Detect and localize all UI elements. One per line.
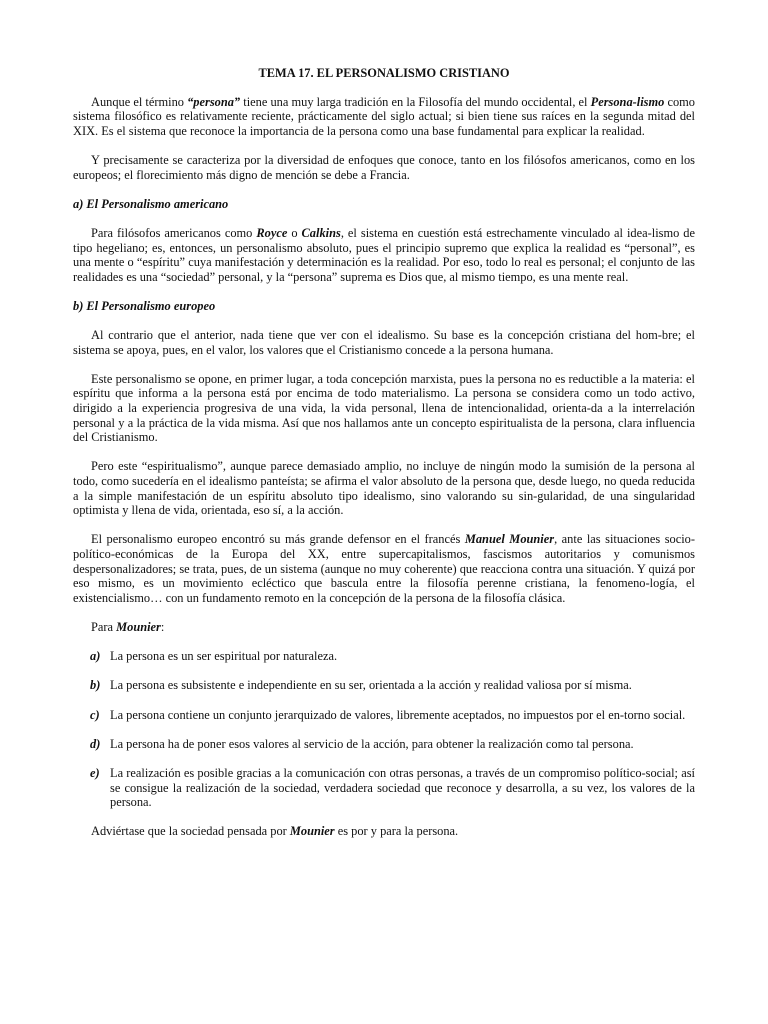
paragraph-mounier: [73, 532, 695, 605]
list-marker: e): [90, 765, 100, 780]
text-run: El personalismo europeo encontró su más grande defensor en el francés: [91, 532, 465, 547]
paragraph-para-mounier: [73, 620, 695, 635]
text-run: Adviértase que la sociedad pensada por: [91, 824, 290, 839]
list-marker: c): [90, 707, 100, 722]
text-run: como sistema filosófico es relativamente reciente, prácticamente del siglo actual; si bien tiene sus raíces en la segunda mitad del XIX. Es el sistema que reconoce la importancia de la persona como una base fundamental para explicar la realidad.: [73, 94, 695, 138]
list-item: [73, 649, 695, 664]
text-run: , el sistema en cuestión está estrechamente vinculado al idea-lismo de tipo hegeliano; es, entonces, un personalismo absoluto, pues el principio supremo que explica la realidad es “personal”, es una mente o “espíritu” cuya manifestación y determinación es la realidad. Por eso, todo lo real es personal; el conjunto de las realidades es una “sociedad” personal, y la “persona” suprema es Dios que, al mismo tiempo, es una mente real.: [73, 225, 695, 284]
list-item: [73, 737, 695, 752]
paragraph-anti-marxism: Este personalismo se opone, en primer lugar, a toda concepción marxista, pues la persona no es reductible a la materia: el espíritu que informa a la persona está por encima de todo materialismo. La persona se considera como un todo activo, dirigido a la experiencia progresiva de una vida, la vida personal, llena de intencionalidad, orienta-da a la interrelación personal y a la práctica de la vida misma. Así que nos hallamos ante un concepto espiritualista de la persona, clara influencia del Cristianismo.: [73, 371, 695, 445]
paragraph-intro: [73, 95, 695, 139]
text-run: , ante las situaciones socio-político-económicas de la Europa del XX, entre supercapitalismos, fascismos autoritarios y comunismos despersonalizadores; se trata, pues, de un sistema (aunque no muy coherente) que reacciona contra una situación. Y quizá por eso mismo, es un movimiento ecléctico que bascula entre la filosofía perenne cristiana, la fenomeno-logía, el existencialismo… con un fundamento remoto en la concepción de la persona de la filosofía clásica.: [73, 532, 695, 605]
name-mounier: Manuel Mounier: [464, 532, 555, 547]
list-item: [73, 678, 695, 693]
paragraph-european-basis: Al contrario que el anterior, nada tiene que ver con el idealismo. Su base es la concepción cristiana del hom-bre; el sistema se apoya, pues, en el valor, los valores que el Cristianismo concede a la persona humana.: [73, 328, 695, 357]
text-run: o: [287, 225, 302, 240]
list-item-text: La persona es un ser espiritual por naturaleza.: [110, 649, 338, 664]
document-page: [73, 66, 695, 853]
term-persona: “persona”: [187, 94, 241, 109]
mounier-points-list: [73, 649, 695, 810]
text-run: es por y para la persona.: [334, 824, 459, 839]
text-run: :: [160, 619, 165, 634]
list-item-text: La persona contiene un conjunto jerarquizado de valores, libremente aceptados, no impuestos por el en-torno social.: [110, 707, 686, 722]
text-run: Para: [91, 619, 117, 634]
list-item-text: La persona es subsistente e independiente en su ser, orientada a la acción y realidad valiosa por sí misma.: [110, 678, 632, 693]
list-item-text: La persona ha de poner esos valores al servicio de la acción, para obtener la realización como tal persona.: [110, 736, 634, 751]
list-item: [73, 766, 695, 810]
section-heading-european: b) El Personalismo europeo: [73, 298, 216, 313]
section-heading-american: a) El Personalismo americano: [73, 196, 229, 211]
paragraph-closing: [73, 824, 695, 839]
term-personalismo: Persona-lismo: [590, 94, 665, 109]
list-item: [73, 708, 695, 723]
name-mounier: Mounier: [116, 619, 161, 634]
list-marker: b): [90, 678, 101, 693]
text-run: Para filósofos americanos como: [91, 225, 257, 240]
list-marker: a): [90, 649, 101, 664]
text-run: tiene una muy larga tradición en la Filosofía del mundo occidental, el: [240, 94, 591, 109]
name-royce: Royce: [256, 225, 288, 240]
name-calkins: Calkins: [301, 225, 341, 240]
document-title: TEMA 17. EL PERSONALISMO CRISTIANO: [258, 66, 510, 80]
paragraph-diversity: Y precisamente se caracteriza por la diversidad de enfoques que conoce, tanto en los filósofos americanos, como en los europeos; el florecimiento más digno de mención se debe a Francia.: [73, 152, 695, 182]
paragraph-spiritualism: Pero este “espiritualismo”, aunque parece demasiado amplio, no incluye de ningún modo la sumisión de la persona al todo, como sucedería en el idealismo panteísta; se afirma el valor absoluto de la persona que, desde luego, no queda reducida a la simple manifestación de un espíritu absoluto tipo idealismo, sino valorando su sin-gularidad, de una singularidad optimista y llena de vida, orientada, eso sí, a la acción.: [73, 459, 695, 518]
list-item-text: La realización es posible gracias a la comunicación con otras personas, a través de un compromiso político-social; así se consigue la realización de la sociedad, verdadera sociedad que reconoce y desarrolla, a su vez, los valores de la persona.: [110, 765, 695, 810]
name-mounier: Mounier: [289, 824, 335, 839]
list-marker: d): [90, 736, 101, 751]
text-run: Aunque el término: [91, 94, 188, 109]
paragraph-american: [73, 226, 695, 284]
